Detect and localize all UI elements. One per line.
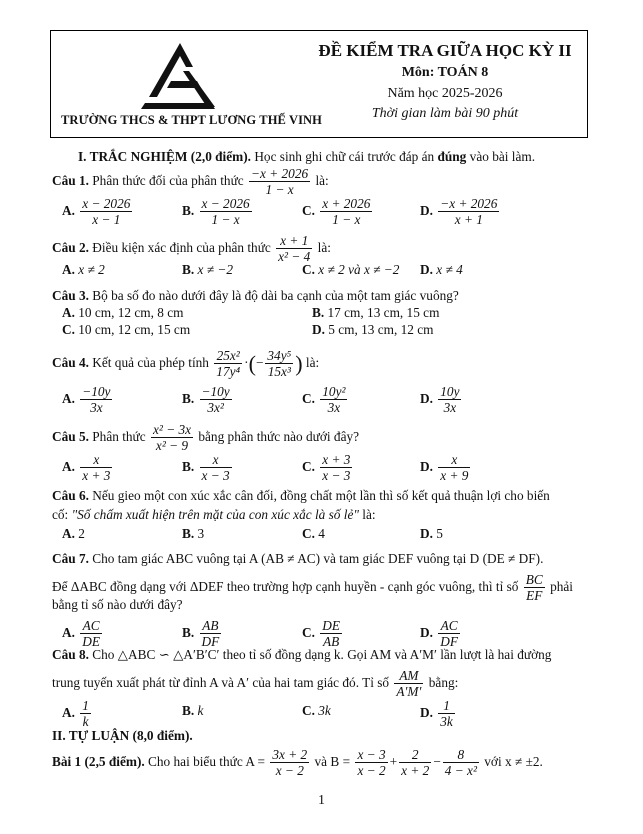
- q5-option-b[interactable]: [182, 452, 234, 484]
- option-letter: D.: [420, 262, 433, 277]
- option-letter: D.: [312, 322, 325, 337]
- q2-stem: [52, 233, 331, 265]
- option-letter: A.: [62, 624, 75, 640]
- q1-fraction: [249, 166, 310, 198]
- q5-option-c[interactable]: [302, 452, 354, 484]
- option-text: 5: [436, 526, 443, 541]
- q7-stem-line3: [52, 598, 183, 611]
- bai1-label: Bài 1 (2,5 điểm).: [52, 753, 145, 769]
- option-text: x ≠ −2: [197, 262, 234, 277]
- q5-fraction: [151, 422, 193, 454]
- option-letter: C.: [302, 526, 315, 541]
- q7-frac-num: BC: [525, 572, 543, 587]
- option-text: x ≠ 2: [78, 262, 105, 277]
- q1-frac-num: −x + 2026: [251, 166, 309, 181]
- option-den: x + 9: [440, 468, 469, 484]
- option-den: k: [82, 714, 89, 730]
- option-num: 1: [82, 698, 89, 713]
- q6-label: Câu 6.: [52, 488, 89, 503]
- option-text: 10 cm, 12 cm, 15 cm: [78, 322, 191, 337]
- option-letter: B.: [182, 526, 195, 541]
- option-fraction: [320, 196, 372, 228]
- q2-frac-den: x² − 4: [278, 249, 311, 265]
- q1-frac-den: 1 − x: [265, 182, 294, 198]
- option-letter: B.: [182, 202, 195, 218]
- q1-option-a[interactable]: [62, 196, 134, 228]
- q6-stem-line2: [52, 508, 376, 521]
- option-text: 10 cm, 12 cm, 8 cm: [78, 305, 184, 320]
- q8-line2a: trung tuyến xuất phát từ đỉnh A và A′ của hai tam giác đó. Tỉ số: [52, 674, 390, 690]
- option-letter: C.: [62, 322, 75, 337]
- q5-text: Phân thức: [92, 428, 146, 444]
- expr-b-fraction-1: [355, 747, 387, 779]
- option-den: 3k: [440, 714, 453, 730]
- option-num: DE: [322, 618, 340, 633]
- q7-line3: bằng tỉ số nào dưới đây?: [52, 597, 183, 612]
- q5-tail: bằng phân thức nào dưới đây?: [198, 428, 360, 444]
- option-num: 10y: [440, 384, 460, 399]
- q7-option-d[interactable]: [420, 618, 462, 650]
- option-fraction: [200, 452, 232, 484]
- q8-option-c[interactable]: [302, 704, 331, 717]
- q5-frac-num: x² − 3x: [152, 422, 192, 437]
- option-letter: C.: [302, 458, 315, 474]
- option-text: 3: [197, 526, 205, 541]
- option-num: −x + 2026: [440, 196, 498, 211]
- q2-option-d[interactable]: [420, 263, 463, 276]
- option-den: 1 − x: [332, 212, 361, 228]
- q8-fraction: [394, 668, 423, 700]
- option-den: AB: [323, 634, 340, 650]
- option-letter: A.: [62, 202, 75, 218]
- option-num: x + 3: [322, 452, 351, 467]
- minus-sign: −: [433, 753, 441, 769]
- option-num: −10y: [201, 384, 230, 399]
- q8-label: Câu 8.: [52, 647, 89, 662]
- option-num: 1: [438, 698, 455, 714]
- option-num: AB: [200, 618, 222, 634]
- option-fraction: [200, 384, 232, 416]
- q4-option-a[interactable]: [62, 384, 114, 416]
- option-num: 10y²: [322, 384, 346, 399]
- q1-option-b[interactable]: [182, 196, 254, 228]
- option-den: 3x: [443, 400, 457, 416]
- q1-stem: [52, 166, 329, 198]
- expr-b1-den: x − 2: [357, 763, 386, 779]
- plus-sign: +: [389, 753, 398, 769]
- option-fraction: [438, 384, 461, 416]
- expr-b2-num: 2: [399, 747, 431, 763]
- q1-text: Phân thức đối của phân thức: [92, 172, 244, 188]
- option-den: x + 1: [454, 212, 483, 228]
- expr-b1-num: x − 3: [357, 747, 386, 762]
- q6-line1: Nếu gieo một con xúc xắc cân đối, đồng chất một lần thì số kết quả thuận lợi cho biến: [92, 488, 550, 503]
- q4-option-d[interactable]: [420, 384, 463, 416]
- close-paren: ): [295, 350, 303, 376]
- option-letter: B.: [182, 458, 195, 474]
- option-fraction: [438, 698, 455, 730]
- option-num: AC: [438, 618, 460, 634]
- exam-subject: Môn: TOÁN 8: [401, 65, 489, 80]
- part1-heading-line: [78, 150, 535, 163]
- q8-option-a[interactable]: [62, 698, 93, 730]
- q3-option-a[interactable]: [62, 306, 184, 319]
- school-logo-icon: [141, 41, 219, 111]
- q4-label: Câu 4.: [52, 354, 89, 370]
- option-fraction: [80, 196, 132, 228]
- school-year: Năm học 2025-2026: [387, 86, 503, 101]
- option-fraction: [80, 452, 112, 484]
- part1-heading: I. TRẮC NGHIỆM (2,0 điểm).: [78, 149, 251, 164]
- q2-option-b[interactable]: [182, 263, 233, 276]
- q6-option-b[interactable]: [182, 527, 204, 540]
- option-den: 3x: [90, 400, 103, 416]
- q4-tail: là:: [305, 354, 320, 370]
- exam-duration: Thời gian làm bài 90 phút: [371, 106, 519, 121]
- condition: với x ≠ ±2.: [484, 753, 543, 769]
- option-letter: C.: [302, 262, 315, 277]
- expr-b2-den: x + 2: [401, 763, 430, 779]
- q4-dot: ·: [244, 354, 249, 370]
- q3-option-d[interactable]: [312, 323, 434, 336]
- expr-b-intro: và B =: [314, 753, 351, 769]
- option-fraction: [438, 452, 470, 484]
- q4-fraction-2: [265, 348, 293, 380]
- option-den: DE: [82, 634, 100, 650]
- q2-option-a[interactable]: [62, 263, 105, 276]
- option-den: x + 3: [82, 468, 111, 484]
- option-fraction: [80, 698, 91, 730]
- option-letter: D.: [420, 202, 433, 218]
- option-letter: A.: [62, 262, 75, 277]
- option-num: x: [80, 452, 112, 468]
- part2-heading: II. TỰ LUẬN (8,0 điểm).: [52, 728, 193, 743]
- q4-option-b[interactable]: [182, 384, 234, 416]
- q5-frac-den: x² − 9: [155, 438, 189, 454]
- q6-stem-line1: [52, 489, 550, 502]
- q4-f1-den: 17y⁴: [216, 364, 241, 380]
- option-fraction: [438, 196, 499, 228]
- option-letter: A.: [62, 390, 75, 406]
- option-den: 3x: [327, 400, 341, 416]
- q3-label: Câu 3.: [52, 288, 89, 303]
- q3-option-c[interactable]: [62, 323, 190, 336]
- expr-a-den: x − 2: [275, 763, 304, 779]
- q4-f2-den: 15x³: [267, 364, 291, 380]
- option-letter: D.: [420, 526, 433, 541]
- q2-fraction: [276, 233, 312, 265]
- q8-stem-line2: [52, 668, 458, 700]
- option-letter: D.: [420, 704, 433, 720]
- option-den: DF: [201, 634, 220, 650]
- instruction-a: Học sinh ghi chữ cái trước đáp án: [254, 149, 435, 164]
- option-letter: D.: [420, 624, 433, 640]
- q6-quote: "Số chấm xuất hiện trên mặt của con xúc xắc là số lẻ": [71, 507, 359, 522]
- q2-tail: là:: [317, 239, 331, 255]
- option-letter: B.: [182, 262, 195, 277]
- q3-option-b[interactable]: [312, 306, 439, 319]
- expr-b3-den: 4 − x²: [444, 763, 477, 779]
- q7-option-c[interactable]: [302, 618, 344, 650]
- q1-label: Câu 1.: [52, 172, 89, 188]
- option-letter: D.: [420, 458, 433, 474]
- option-text: 3k: [318, 703, 331, 718]
- expr-b-fraction-3: [443, 747, 479, 779]
- option-letter: B.: [182, 390, 195, 406]
- q4-stem: Câu 4. Kết quả của phép tính $\frac{\text{25x²}}{\text{17y⁴}}$ ·(− $\frac{\text{34y⁵}}{\text{15x³}}$ ) là:: [52, 348, 320, 380]
- option-num: AC: [80, 618, 102, 634]
- option-letter: C.: [302, 624, 315, 640]
- option-num: x − 2026: [82, 196, 131, 211]
- q4-f2-num: 34y⁵: [267, 348, 292, 363]
- q8-option-b[interactable]: [182, 704, 203, 717]
- q7-label: Câu 7.: [52, 551, 89, 566]
- q4-text: Kết quả của phép tính: [92, 354, 209, 370]
- expr-b-fraction-2: [399, 747, 431, 779]
- option-letter: A.: [62, 704, 75, 720]
- q7-line2b: phải: [550, 578, 573, 594]
- option-fraction: [320, 618, 342, 650]
- q3-stem: [52, 289, 459, 302]
- option-letter: A.: [62, 458, 75, 474]
- option-letter: C.: [302, 202, 315, 218]
- q1-option-d[interactable]: [420, 196, 501, 228]
- option-letter: D.: [420, 390, 433, 406]
- option-fraction: [80, 384, 112, 416]
- bai1-text: Cho hai biểu thức A =: [148, 753, 266, 769]
- instruction-b: vào bài làm.: [469, 149, 536, 164]
- q4-f1-num: 25x²: [214, 348, 242, 364]
- q3-text: Bộ ba số đo nào dưới đây là độ dài ba cạnh của một tam giác vuông?: [92, 288, 459, 303]
- q4-option-c[interactable]: [302, 384, 349, 416]
- option-letter: B.: [182, 624, 195, 640]
- option-fraction: [200, 196, 252, 228]
- option-num: x − 2026: [201, 196, 250, 211]
- option-den: 3x²: [207, 400, 224, 416]
- q6-line2a: cố:: [52, 507, 72, 522]
- option-letter: B.: [312, 305, 325, 320]
- q7-line2a: Để ΔABC đồng dạng với ΔDEF theo trường hợp cạnh huyền - cạnh góc vuông, thì tỉ số: [52, 578, 519, 594]
- option-den: x − 3: [322, 468, 351, 484]
- instruction-bold: đúng: [437, 149, 467, 164]
- q2-text: Điều kiện xác định của phân thức: [92, 239, 271, 255]
- option-letter: C.: [302, 390, 315, 406]
- q8-line2b: bằng:: [428, 674, 459, 690]
- q6-option-d[interactable]: [420, 527, 443, 540]
- option-text: 4: [318, 526, 325, 541]
- q8-stem-line1: [52, 648, 551, 661]
- option-den: x − 3: [201, 468, 230, 484]
- option-letter: A.: [62, 526, 75, 541]
- q7-option-a[interactable]: [62, 618, 104, 650]
- option-den: 1 − x: [211, 212, 240, 228]
- q7-option-b[interactable]: [182, 618, 223, 650]
- q2-option-c[interactable]: [302, 263, 399, 276]
- q7-stem-line1: [52, 552, 543, 565]
- option-text: 17 cm, 13 cm, 15 cm: [327, 305, 440, 320]
- option-text: x ≠ 2 và x ≠ −2: [318, 262, 400, 277]
- expr-a-fraction: [270, 747, 309, 779]
- expr-b3-num: 8: [443, 747, 479, 763]
- q5-stem: [52, 422, 359, 454]
- option-den: DF: [440, 634, 458, 650]
- q8-frac-num: AM: [394, 668, 423, 684]
- q1-option-c[interactable]: [302, 196, 374, 228]
- exam-header: [50, 30, 588, 138]
- exam-title: ĐỀ KIỂM TRA GIỮA HỌC KỲ II: [318, 41, 572, 60]
- option-fraction: [438, 618, 460, 650]
- q7-fraction: [524, 572, 545, 604]
- option-num: x: [438, 452, 470, 468]
- q4-fraction-1: [214, 348, 242, 380]
- option-num: −10y: [82, 384, 111, 399]
- q6-line2b: là:: [358, 507, 376, 522]
- q6-option-a[interactable]: [62, 527, 85, 540]
- q6-option-c[interactable]: [302, 527, 325, 540]
- option-letter: B.: [182, 703, 195, 718]
- option-text: 2: [78, 526, 85, 541]
- expr-a-num: 3x + 2: [272, 747, 308, 762]
- option-text: 5 cm, 13 cm, 12 cm: [328, 322, 434, 337]
- q2-label: Câu 2.: [52, 239, 89, 255]
- option-num: x + 2026: [322, 196, 371, 211]
- option-letter: A.: [62, 305, 75, 320]
- page-number: 1: [318, 793, 325, 808]
- q8-frac-den: A′M′: [396, 684, 422, 700]
- option-fraction: [80, 618, 102, 650]
- q5-label: Câu 5.: [52, 428, 89, 444]
- q8-line1: Cho △ABC ∽ △A′B′C′ theo tỉ số đồng dạng k. Gọi AM và A′M′ lần lượt là hai đường: [92, 647, 552, 662]
- option-num: x: [200, 452, 232, 468]
- option-text: x ≠ 4: [436, 262, 463, 277]
- option-fraction: [200, 618, 222, 650]
- q7-line1: Cho tam giác ABC vuông tại A (AB ≠ AC) và tam giác DEF vuông tại D (DE ≠ DF).: [92, 551, 544, 566]
- option-fraction: [320, 452, 352, 484]
- q5-option-d[interactable]: [420, 452, 472, 484]
- open-paren: (: [248, 350, 256, 376]
- q2-frac-num: x + 1: [276, 233, 312, 249]
- q8-option-d[interactable]: [420, 698, 457, 730]
- option-letter: C.: [302, 703, 315, 718]
- option-fraction: [320, 384, 347, 416]
- q5-option-a[interactable]: [62, 452, 114, 484]
- q7-frac-den: EF: [526, 588, 543, 604]
- option-text: k: [197, 703, 204, 718]
- option-den: x − 1: [92, 212, 121, 228]
- school-name: TRƯỜNG THCS & THPT LƯƠNG THẾ VINH: [61, 113, 322, 127]
- bai1-stem: [52, 747, 543, 779]
- q1-tail: là:: [315, 172, 329, 188]
